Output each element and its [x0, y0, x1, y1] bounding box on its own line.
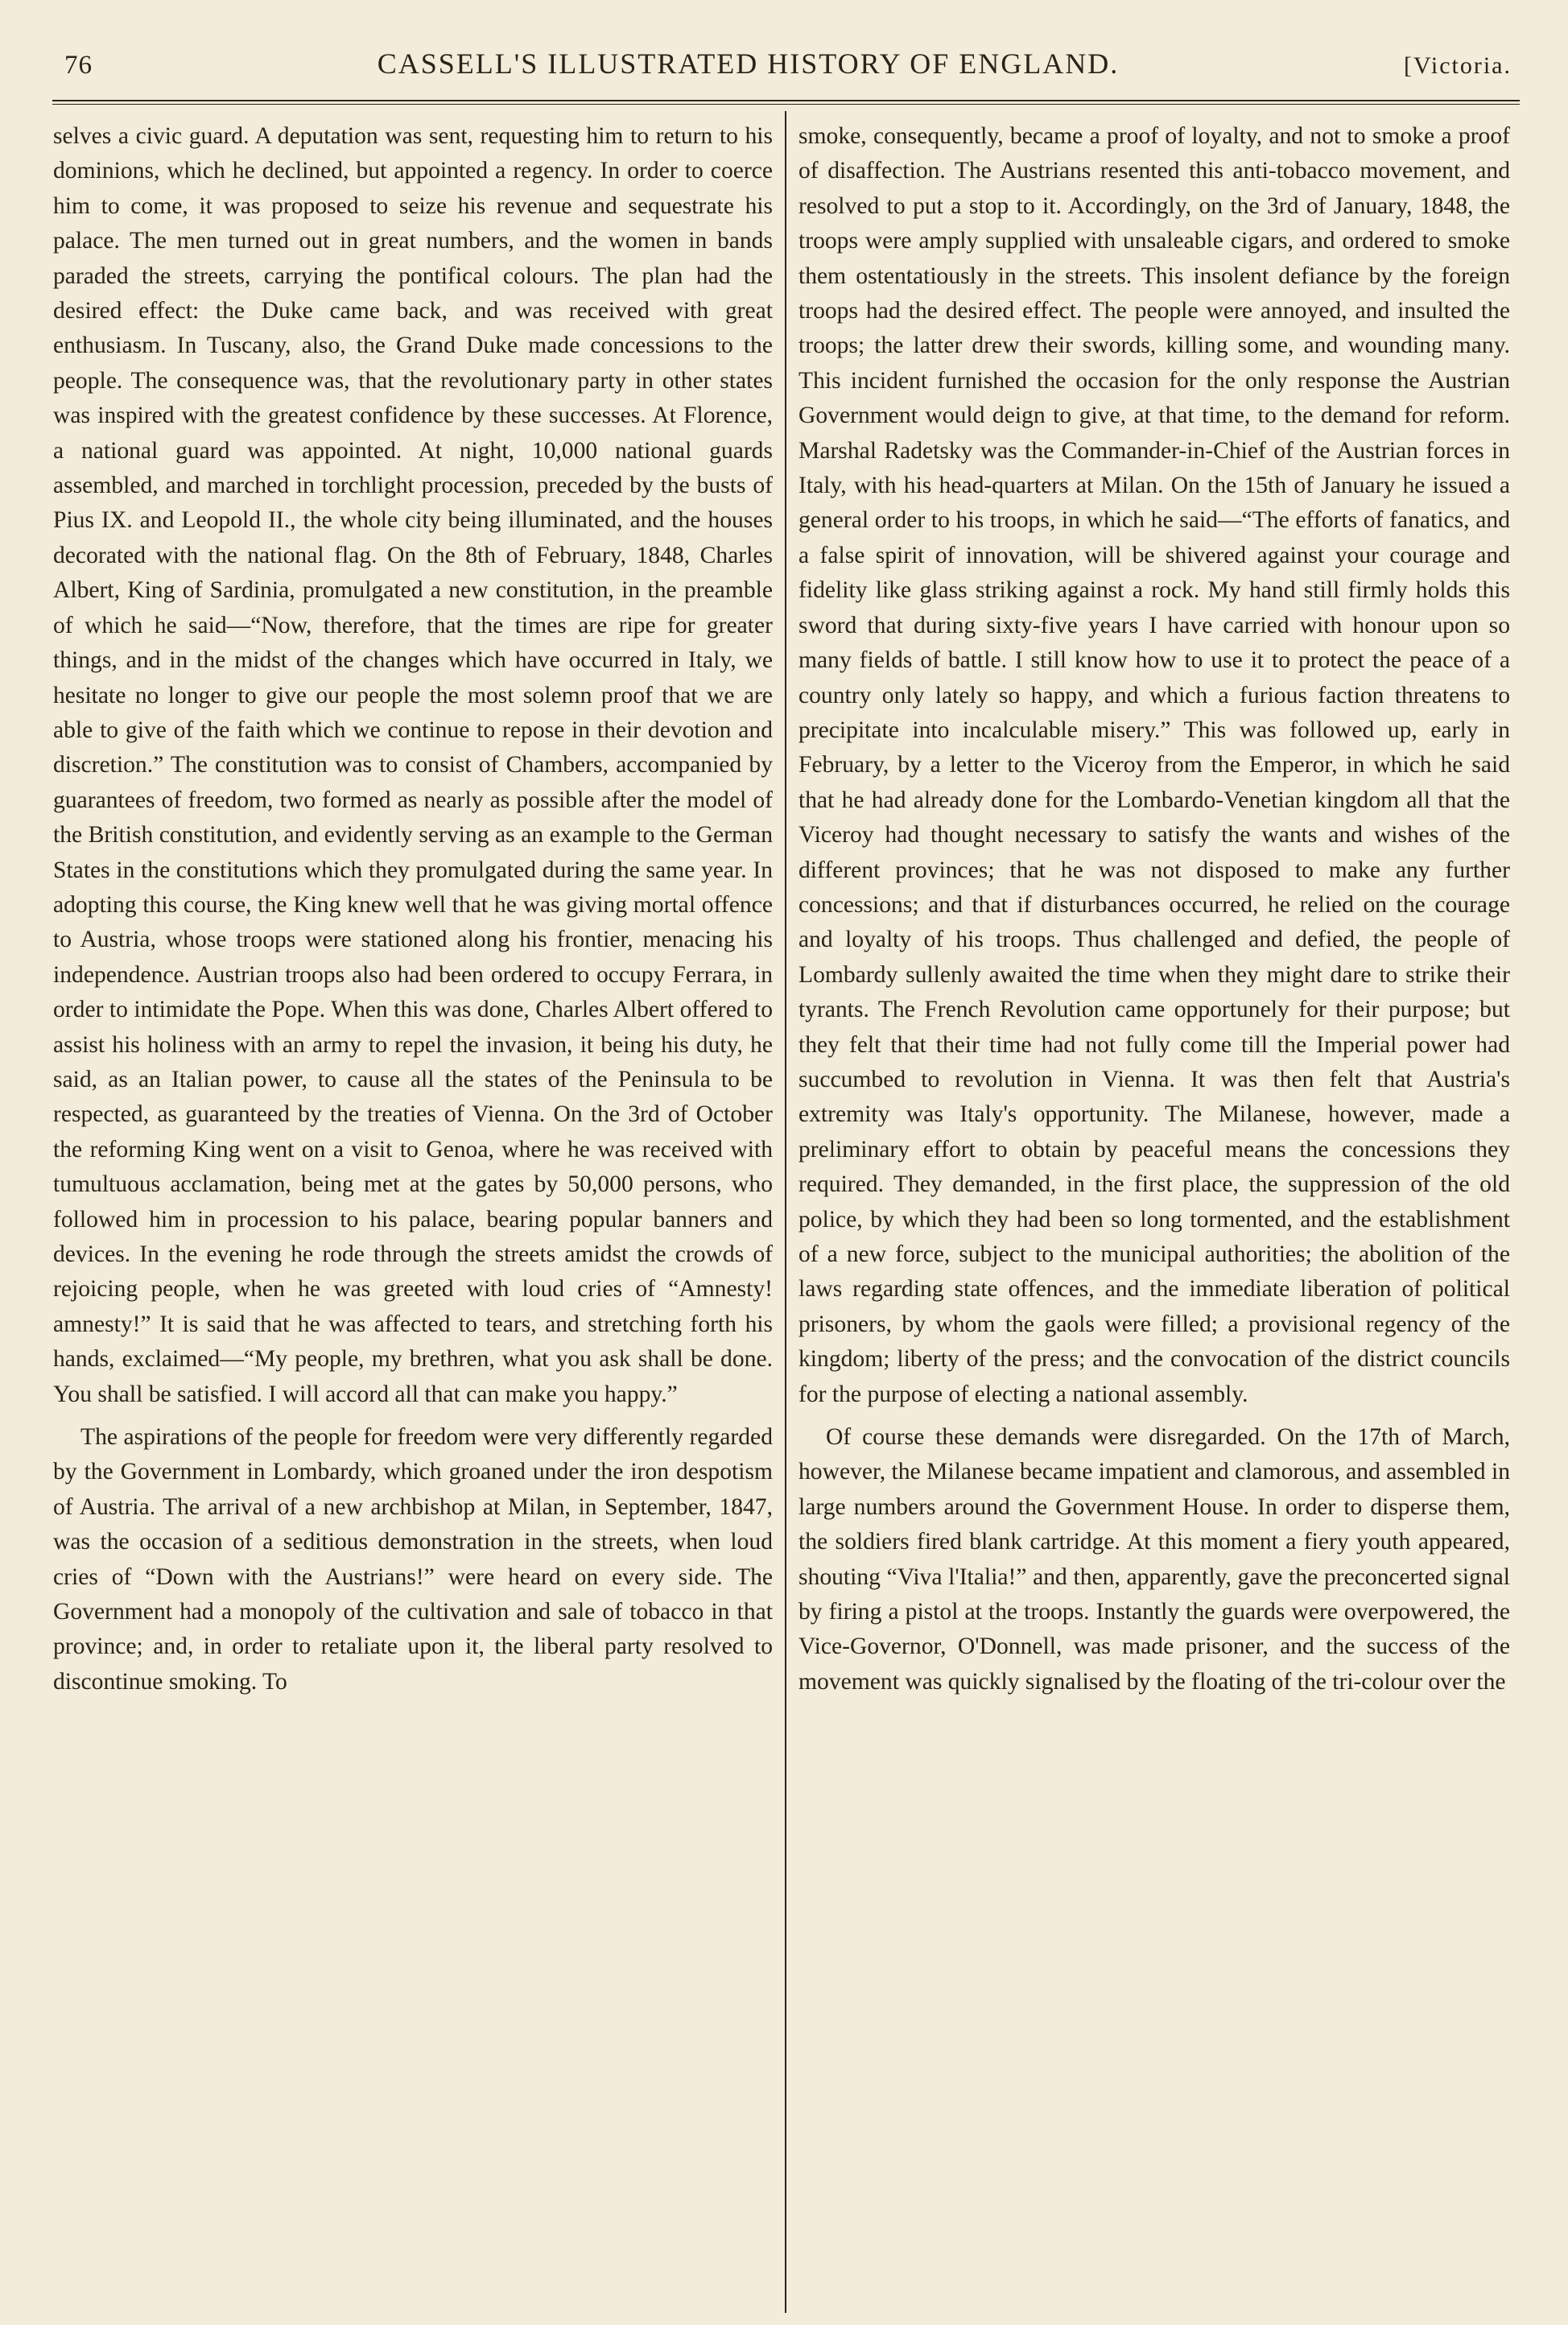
paragraph: smoke, consequently, became a proof of loyalty, and not to smoke a proof of disaffection. The Austrians resented this anti-tobacco movement, and resolved to put a stop to it. Accordingly, on the 3rd of January, 1848, the troops were amply supplied with unsaleable cigars, and ordered to smoke them ostentatiously in the streets. This insolent defiance by the foreign troops had the desired effect. The people were annoyed, and insulted the troops; the latter drew their swords, killing some, and wounding many. This incident furnished the occasion for the only response the Austrian Government would deign to give, at that time, to the demand for reform. Marshal Radetsky was the Commander-in-Chief of the Austrian forces in Italy, with his head-quarters at Milan. On the 15th of January he issued a general order to his troops, in which he said—“The efforts of fanatics, and a false spirit of innovation, will be shivered against your courage and fidelity like glass striking against a rock. My hand still firmly holds this sword that during sixty-five years I have carried with honour upon so many fields of battle. I still know how to use it to protect the peace of a country only lately so happy, and which a furious faction threatens to precipitate into incalculable misery.” This was followed up, early in February, by a letter to the Viceroy from the Emperor, in which he said that he had already done for the Lombardo-Venetian kingdom all that the Viceroy had thought necessary to satisfy the wants and wishes of the different provinces; that he was not disposed to make any further concessions; and that if disturbances occurred, he relied on the courage and loyalty of his troops. Thus challenged and defied, the people of Lombardy sullenly awaited the time when they might dare to strike their tyrants. The French Revolution came opportunely for their purpose; but they felt that their time had not fully come till the Imperial power had succumbed to revolution in Vienna. It was then felt that Austria's extremity was Italy's opportunity. The Milanese, however, made a preliminary effort to obtain by peaceful means the concessions they required. They demanded, in the first place, the suppression of the old police, by which they had been so long tormented, and the establishment of a new force, subject to the municipal authorities; the abolition of the laws regarding state offences, and the immediate liberation of political prisoners, by whom the gaols were filled; a provisional regency of the kingdom; liberty of the press; and the convocation of the district councils for the purpose of electing a national assembly. [798, 123, 1510, 1407]
header-rule [52, 100, 1520, 105]
running-header [64, 47, 1512, 87]
left-column [53, 119, 773, 1699]
right-column [798, 119, 1510, 1699]
paragraph: The aspirations of the people for freedom were very differently regarded by the Government in Lombardy, which groaned under the iron despotism of Austria. The arrival of a new archbishop at Milan, in September, 1847, was the occasion of a seditious demonstration in the streets, when loud cries of “Down with the Austrians!” were heard on every side. The Government had a monopoly of the cultivation and sale of tobacco in that province; and, in order to retaliate upon it, the liberal party resolved to discontinue smoking. To [53, 1424, 773, 1695]
section-label: [Victoria. [1404, 52, 1512, 79]
column-divider [785, 111, 786, 2313]
paragraph: Of course these demands were disregarded. On the 17th of March, however, the Milanese became impatient and clamorous, and assembled in large numbers around the Government House. In order to disperse them, the soldiers fired blank cartridge. At this moment a fiery youth appeared, shouting “Viva l'Italia!” and then, apparently, gave the preconcerted signal by firing a pistol at the troops. Instantly the guards were overpowered, the Vice-Governor, O'Donnell, was made prisoner, and the success of the movement was quickly signalised by the floating of the tri-colour over the [798, 1424, 1510, 1695]
running-title: CASSELL'S ILLUSTRATED HISTORY OF ENGLAND. [377, 47, 1120, 80]
paragraph: selves a civic guard. A deputation was sent, requesting him to return to his dominions, which he declined, but appointed a regency. In order to coerce him to come, it was proposed to seize his revenue and sequestrate his palace. The men turned out in great numbers, and the women in bands paraded the streets, carrying the pontifical colours. The plan had the desired effect: the Duke came back, and was received with great enthusiasm. In Tuscany, also, the Grand Duke made concessions to the people. The consequence was, that the revolutionary party in other states was inspired with the greatest confidence by these successes. At Florence, a national guard was appointed. At night, 10,000 national guards assembled, and marched in torchlight procession, preceded by the busts of Pius IX. and Leopold II., the whole city being illuminated, and the houses decorated with the national flag. On the 8th of February, 1848, Charles Albert, King of Sardinia, promulgated a new constitution, in the preamble of which he said—“Now, therefore, that the times are ripe for greater things, and in the midst of the changes which have occurred in Italy, we hesitate no longer to give our people the most solemn proof that we are able to give of the faith which we continue to repose in their devotion and discretion.” The constitution was to consist of Chambers, accompanied by guarantees of freedom, two formed as nearly as possible after the model of the British constitution, and evidently serving as an example to the German States in the constitutions which they promulgated during the same year. In adopting this course, the King knew well that he was giving mortal offence to Austria, whose troops were stationed along his frontier, menacing his independence. Austrian troops also had been ordered to occupy Ferrara, in order to intimidate the Pope. When this was done, Charles Albert offered to assist his holiness with an army to repel the invasion, it being his duty, he said, as an Italian power, to cause all the states of the Peninsula to be respected, as guaranteed by the treaties of Vienna. On the 3rd of October the reforming King went on a visit to Genoa, where he was received with tumultuous acclamation, being met at the gates by 50,000 persons, who followed him in procession to his palace, bearing popular banners and devices. In the evening he rode through the streets amidst the crowds of rejoicing people, when he was greeted with loud cries of “Amnesty! amnesty!” It is said that he was affected to tears, and stretching forth his hands, exclaimed—“My people, my brethren, what you ask shall be done. You shall be satisfied. I will accord all that can make you happy.” [53, 123, 773, 1407]
page-number: 76 [64, 51, 93, 80]
